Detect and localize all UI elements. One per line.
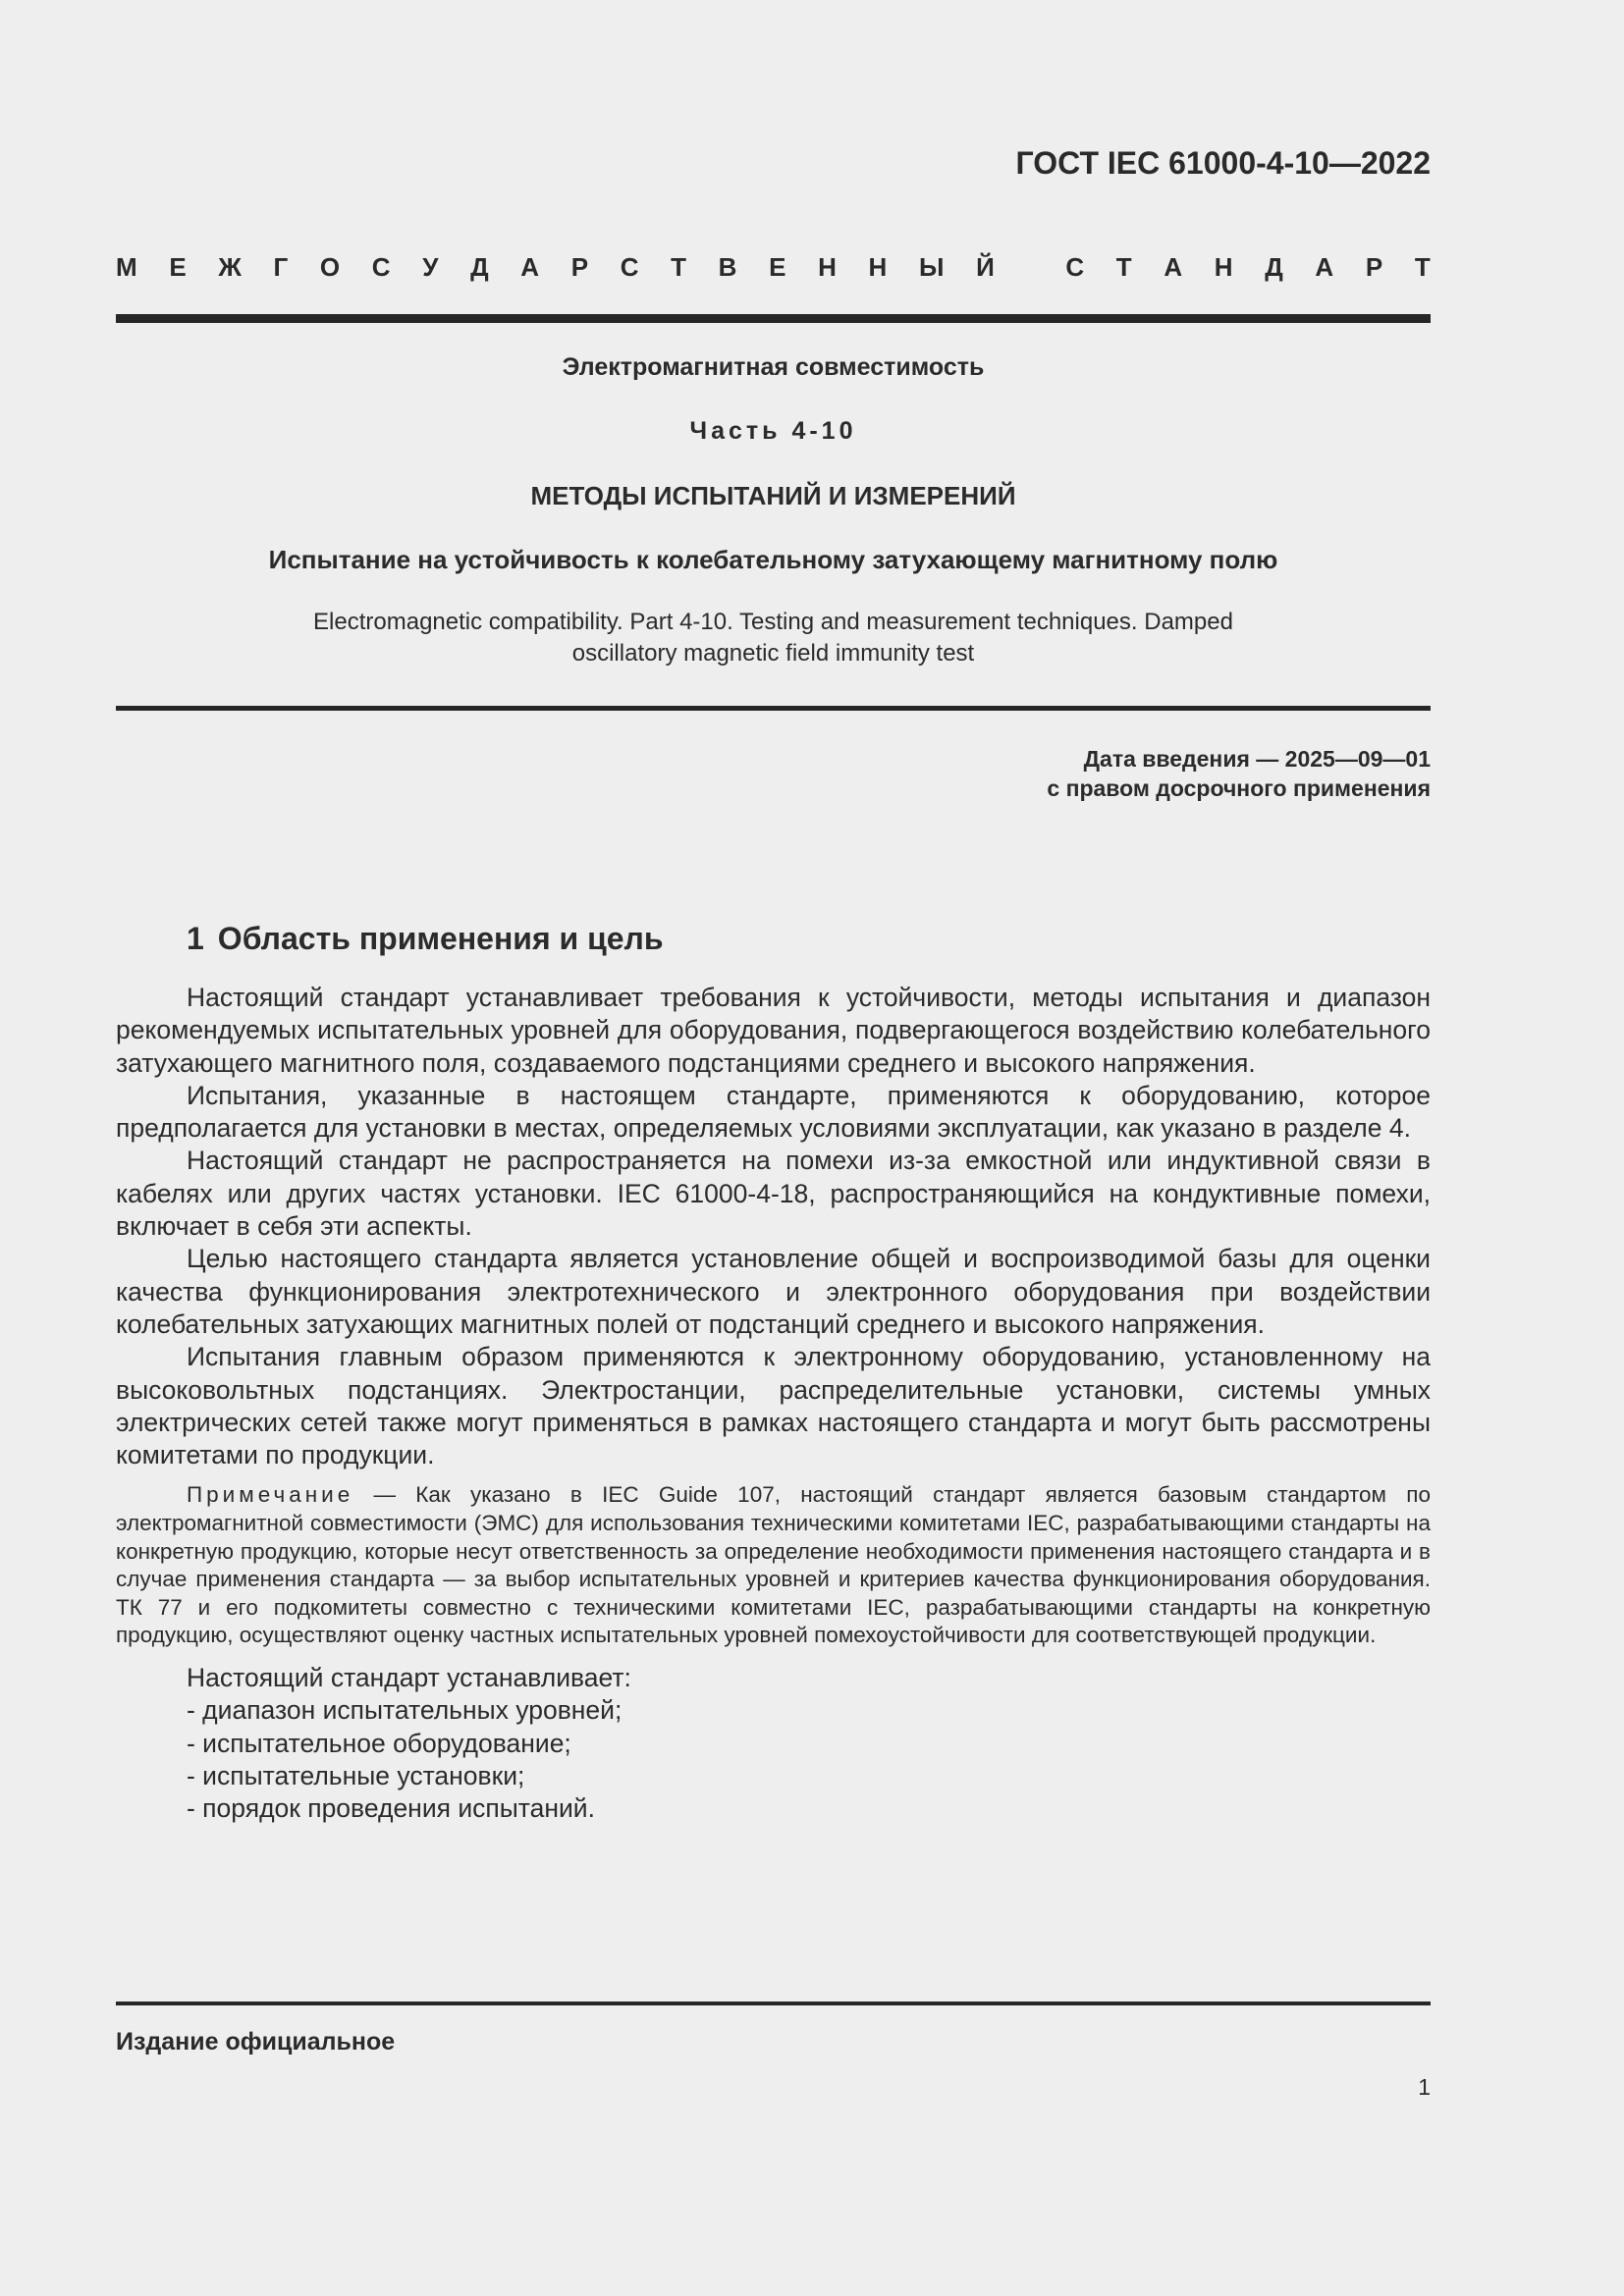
banner-letter: М — [116, 252, 137, 282]
paragraph: Настоящий стандарт не распространяется на помехи из-за емкостной или индуктивной связи в кабелях или других частях установки. IEC 61000-4-18, распространяющийся на кондуктивные помехи, включает в себя эти аспекты. — [116, 1146, 1431, 1242]
banner-letter: С — [371, 252, 391, 282]
banner-letter: В — [718, 252, 737, 282]
list-item: - испытательное оборудование; — [187, 1728, 571, 1758]
header-divider — [116, 314, 1431, 323]
introduction-date — [1047, 744, 1431, 803]
paragraph: Целью настоящего стандарта является установление общей и воспроизводимой базы для оценки качества функционирования электротехнического и электронного оборудования при воздействии колебательных затухающих магнитных полей от подстанций среднего и высокого напряжения. — [116, 1244, 1431, 1339]
paragraph: Испытания главным образом применяются к электронному оборудованию, установленному на высоковольтных подстанциях. Электростанции, распределительные установки, системы умных электрических сетей также могут применяться в рамках настоящего стандарта и могут быть рассмотрены комитетами по продукции. — [116, 1342, 1431, 1470]
introduction-date-line: Дата введения — 2025—09—01 — [1083, 746, 1431, 772]
banner-letter: Е — [769, 252, 786, 282]
title-divider — [116, 706, 1431, 711]
list-item: - испытательные установки; — [187, 1760, 525, 1790]
banner-letter: О — [319, 252, 341, 282]
note — [116, 1481, 1431, 1650]
banner-letter: Н — [818, 252, 837, 282]
section-number: 1 — [187, 921, 204, 956]
banner-letter: С — [1065, 252, 1085, 282]
banner-letter: Н — [1214, 252, 1233, 282]
banner-letter: У — [422, 252, 439, 282]
banner-letter: Р — [1365, 252, 1383, 282]
list-item: - диапазон испытательных уровней; — [187, 1695, 623, 1726]
banner-letter: Т — [1115, 252, 1132, 282]
section-body — [116, 982, 1431, 1826]
title-test-name: Испытание на устойчивость к колебательному затухающему магнитному полю — [268, 545, 1278, 574]
standard-banner — [116, 252, 1431, 283]
scope-list — [116, 1662, 1431, 1825]
note-label: Примечание — [187, 1482, 354, 1508]
banner-letter: Н — [868, 252, 888, 282]
banner-letter: Г — [273, 252, 289, 282]
title-subject: Электромагнитная совместимость — [562, 353, 985, 381]
banner-letter: А — [520, 252, 540, 282]
banner-letter: Й — [976, 252, 995, 282]
section-title: Область применения и цель — [217, 921, 664, 956]
banner-letter: Д — [1265, 252, 1283, 282]
banner-letter: А — [1315, 252, 1334, 282]
list-intro: Настоящий стандарт устанавливает: — [187, 1663, 631, 1693]
title-part: Часть 4-10 — [689, 417, 857, 445]
footer-divider — [116, 2002, 1431, 2005]
official-edition-label: Издание официальное — [116, 2028, 396, 2056]
paragraph: Испытания, указанные в настоящем стандарте, применяются к оборудованию, которое предполагается для установки в местах, определяемых условиями эксплуатации, как указано в разделе 4. — [116, 1080, 1431, 1144]
banner-letter: Т — [1414, 252, 1431, 282]
banner-letter: Ж — [218, 252, 242, 282]
paragraph: Настоящий стандарт устанавливает требования к устойчивости, методы испытания и диапазон рекомендуемых испытательных уровней для оборудования, подвергающегося воздействию колебательного затухающего магнитного поля, создаваемого подстанциями среднего и высокого напряжения. — [116, 983, 1431, 1078]
early-application-line: с правом досрочного применения — [1047, 775, 1431, 801]
banner-letter: Р — [570, 252, 589, 282]
banner-letter: А — [1164, 252, 1183, 282]
section-heading — [187, 921, 664, 957]
banner-letter: Т — [671, 252, 687, 282]
banner-letter: Е — [169, 252, 187, 282]
document-code: ГОСТ IEC 61000-4-10—2022 — [1015, 145, 1431, 181]
list-item: - порядок проведения испытаний. — [187, 1793, 595, 1824]
title-methods: МЕТОДЫ ИСПЫТАНИЙ И ИЗМЕРЕНИЙ — [530, 481, 1016, 510]
note-text: — Как указано в IEC Guide 107, настоящий стандарт является базовым стандартом по электромагнитной совместимости (ЭМС) для использования техническими комитетами IEC, разрабатывающими стандарты на конкретную продукцию, которые несут ответственность за определение необходимости применения настоящего стандарта и в случае применения стандарта — за выбор испытательных уровней и критериев качества функционирования оборудования. ТК 77 и его подкомитеты совместно с техническими комитетами IEC, разрабатывающими стандарты на конкретную продукцию, осуществляют оценку частных испытательных уровней помехоустойчивости для соответствующей продукции. — [116, 1482, 1431, 1648]
title-english: Electromagnetic compatibility. Part 4-10. Testing and measurement techniques. Damped oscillatory magnetic field immunity test — [313, 609, 1233, 667]
banner-letter: Ы — [918, 252, 945, 282]
banner-letter: Д — [470, 252, 489, 282]
banner-spacer — [1026, 252, 1033, 283]
banner-letter: С — [620, 252, 639, 282]
page-number: 1 — [1418, 2074, 1431, 2100]
